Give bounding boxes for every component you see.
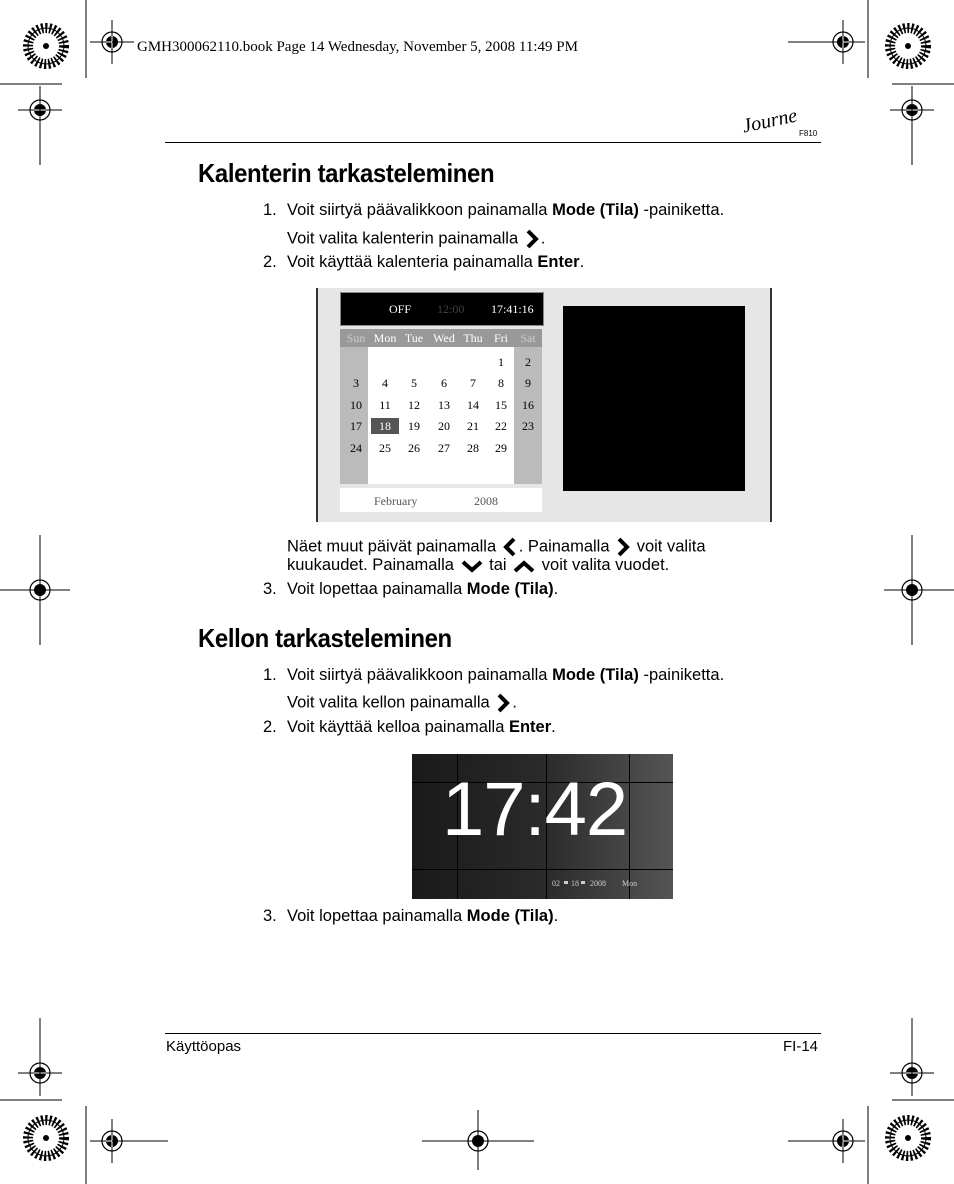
section-title-clock: Kellon tarkasteleminen — [198, 623, 452, 653]
note-text — [287, 536, 706, 558]
step-text-part: Voit käyttää kalenteria painamalla — [287, 253, 538, 271]
step-text — [287, 718, 556, 737]
step-text-part: -painiketta. — [638, 201, 725, 219]
step-number: 3. — [263, 907, 277, 925]
calendar-day[interactable]: 13 — [438, 398, 450, 412]
calendar-day[interactable]: 21 — [467, 419, 479, 433]
calendar-day[interactable]: 22 — [495, 419, 507, 433]
step-text-part: -painiketta. — [638, 666, 725, 684]
calendar-day[interactable]: 10 — [350, 398, 362, 412]
calendar-day[interactable]: 17 — [350, 419, 362, 433]
clock-time: 17:42 — [442, 767, 628, 852]
calendar-footer — [340, 488, 542, 512]
chevron-down-icon — [459, 558, 485, 574]
step-text-part: Voit lopettaa painamalla — [287, 580, 467, 598]
step-text-part: . — [540, 229, 546, 248]
note-text-part: Näet muut päivät painamalla — [287, 537, 497, 556]
calendar-day[interactable]: 1 — [498, 355, 504, 369]
calendar-day[interactable]: 12 — [408, 398, 420, 412]
grid-line — [412, 869, 673, 870]
step-text — [287, 253, 584, 272]
chevron-right-icon — [614, 536, 632, 558]
calendar-day[interactable]: 16 — [522, 398, 534, 412]
calendar-day[interactable]: 18 — [379, 419, 391, 433]
step-text-part: Voit siirtyä päävalikkoon painamalla — [287, 201, 553, 219]
date-separator — [581, 881, 585, 884]
step-number: 3. — [263, 580, 277, 598]
section-title-calendar: Kalenterin tarkasteleminen — [198, 158, 495, 188]
clock-year: 2008 — [590, 879, 606, 888]
step-number: 1. — [263, 201, 277, 219]
grid-line — [629, 754, 630, 899]
footer-rule — [165, 1033, 821, 1034]
note-text-part: . Painamalla — [518, 537, 610, 556]
current-time: 17:41:16 — [491, 302, 534, 316]
calendar-day[interactable]: 23 — [522, 419, 534, 433]
alarm-time: 12:00 — [437, 302, 465, 316]
mode-button-label: Mode (Tila) — [466, 907, 554, 925]
sunday-column — [340, 347, 368, 484]
chevron-up-icon — [511, 558, 537, 574]
note-text — [287, 556, 669, 575]
weekday-label: Fri — [493, 331, 509, 345]
calendar-day[interactable]: 6 — [441, 376, 447, 390]
calendar-year: 2008 — [474, 494, 498, 508]
calendar-day[interactable]: 26 — [408, 441, 420, 455]
mode-button-label: Mode (Tila) — [552, 666, 639, 684]
step-text — [287, 580, 558, 599]
step-text-part: . — [512, 693, 517, 712]
header-rule — [165, 142, 821, 143]
chevron-right-icon — [494, 692, 512, 714]
step-text-part: . — [551, 718, 556, 736]
calendar-day[interactable]: 7 — [470, 376, 476, 390]
step-number: 1. — [263, 666, 277, 684]
calendar-day[interactable]: 28 — [467, 441, 479, 455]
step-text — [287, 907, 558, 926]
note-text-part: voit valita — [636, 537, 706, 556]
weekday-label: Thu — [463, 331, 483, 345]
calendar-day[interactable]: 15 — [495, 398, 507, 412]
step-text-part: Voit lopettaa painamalla — [287, 907, 467, 925]
calendar-grid — [340, 347, 542, 484]
calendar-day[interactable]: 29 — [495, 441, 507, 455]
step-text — [287, 666, 724, 685]
step-text — [287, 201, 724, 220]
step-text-part: Voit valita kellon painamalla — [287, 693, 490, 712]
photo-preview — [563, 306, 745, 491]
footer-left: Käyttöopas — [166, 1038, 242, 1055]
weekday-label: Sun — [346, 331, 366, 345]
weekday-label: Wed — [433, 331, 455, 345]
print-info: GMH300062110.book Page 14 Wednesday, November 5, 2008 11:49 PM — [137, 39, 578, 55]
calendar-day[interactable]: 24 — [350, 441, 362, 455]
chevron-left-icon — [501, 536, 519, 558]
model-label: F810 — [799, 129, 818, 138]
step-text — [287, 692, 517, 714]
calendar-day[interactable]: 2 — [525, 355, 531, 369]
step-text-part: . — [553, 580, 559, 598]
weekday-label: Mon — [373, 331, 397, 345]
calendar-day[interactable]: 20 — [438, 419, 450, 433]
calendar-screen — [316, 288, 772, 522]
enter-button-label: Enter — [537, 253, 580, 271]
clock-screen — [412, 754, 673, 899]
weekday-header — [340, 329, 542, 347]
calendar-day[interactable]: 5 — [411, 376, 417, 390]
calendar-status-bar — [340, 292, 544, 326]
calendar-day[interactable]: 9 — [525, 376, 531, 390]
calendar-day[interactable]: 27 — [438, 441, 450, 455]
step-text-part: Voit käyttää kelloa painamalla — [287, 718, 509, 736]
brand-logo: Journe — [740, 104, 800, 138]
step-number: 2. — [263, 718, 277, 736]
clock-month: 02 — [552, 879, 560, 888]
step-text — [287, 228, 545, 250]
calendar-day[interactable]: 19 — [408, 419, 420, 433]
mode-button-label: Mode (Tila) — [466, 580, 554, 598]
alarm-status: OFF — [389, 302, 412, 316]
step-text-part: Voit siirtyä päävalikkoon painamalla — [287, 666, 553, 684]
chevron-right-icon — [523, 228, 541, 250]
step-text-part: . — [579, 253, 585, 271]
calendar-day[interactable]: 14 — [467, 398, 479, 412]
calendar-month: February — [374, 494, 418, 508]
weekday-label: Sat — [520, 331, 536, 345]
step-text-part: Voit valita kalenterin painamalla — [287, 229, 519, 248]
note-text-part: kuukaudet. Painamalla — [287, 556, 454, 574]
step-text-part: . — [553, 907, 559, 925]
clock-weekday: Mon — [622, 879, 638, 888]
calendar-day[interactable]: 25 — [379, 441, 391, 455]
calendar-day[interactable]: 4 — [382, 376, 388, 390]
calendar-day[interactable]: 3 — [353, 376, 359, 390]
page-number: FI-14 — [783, 1038, 819, 1055]
date-separator — [564, 881, 568, 884]
weekday-label: Tue — [404, 331, 424, 345]
clock-day: 18 — [571, 879, 579, 888]
mode-button-label: Mode (Tila) — [552, 201, 639, 219]
enter-button-label: Enter — [508, 718, 552, 736]
note-text-part: tai — [489, 556, 507, 574]
step-number: 2. — [263, 253, 277, 271]
calendar-day[interactable]: 8 — [498, 376, 504, 390]
calendar-day[interactable]: 11 — [379, 398, 391, 412]
note-text-part: voit valita vuodet. — [541, 556, 670, 574]
